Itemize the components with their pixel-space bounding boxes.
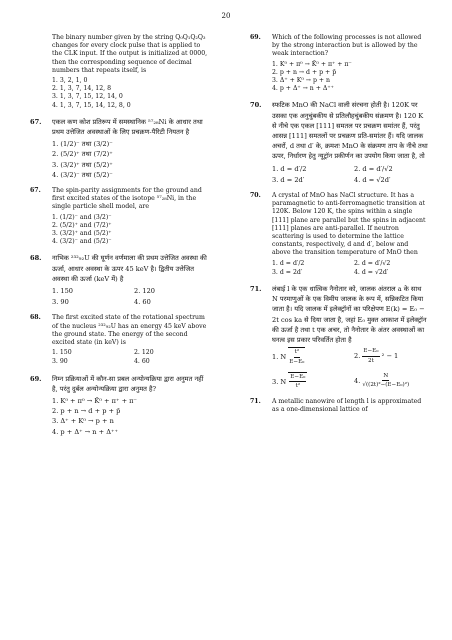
- fraction: [289, 373, 306, 391]
- option-2[interactable]: 2. (5/2)⁺ तथा (7/2)⁺: [52, 150, 113, 159]
- question-intro: [30, 34, 208, 110]
- option-2[interactable]: 2. 120: [134, 286, 155, 295]
- fraction: [289, 348, 304, 366]
- options-list: [52, 286, 208, 307]
- expr-prefix: N: [280, 377, 287, 386]
- question-70-english: [250, 192, 428, 277]
- right-column: [250, 34, 428, 421]
- question-71-english: [250, 398, 428, 414]
- option-4[interactable]: 4. p + Δ⁺ → n + Δ⁺⁺: [52, 427, 118, 436]
- option-4[interactable]: 4. 1, 3, 7, 15, 14, 12, 8, 0: [52, 101, 131, 109]
- option-4[interactable]: 4. d = √2d′: [354, 268, 389, 276]
- question-text: A metallic nanowire of length l is approximated as a one-dimensional lattice of: [272, 397, 422, 414]
- options-list: [272, 61, 428, 94]
- question-number: 69.: [250, 34, 261, 41]
- option-3[interactable]: 3. 1, 3, 7, 15, 12, 14, 0: [52, 93, 123, 101]
- option-3[interactable]: 3. d = 2d′: [272, 175, 305, 184]
- option-2[interactable]: [354, 347, 428, 366]
- question-text: A crystal of MnO has NaCl structure. It has a paramagnetic to anti-ferromagnetic transition at 120K. Below 120 K, the spins within a single [111] plane are parallel but the spins in adjacent [111] planes are anti-parallel. If neutron scattering is used to determine the lattice constants, respectively, d and d′, below and above the transition temperature of MnO then: [272, 192, 426, 257]
- option-1[interactable]: 1. (1/2)⁻ तथा (3/2)⁻: [52, 140, 113, 149]
- option-3[interactable]: [272, 372, 346, 391]
- option-4[interactable]: [354, 372, 428, 391]
- question-number: 68.: [30, 254, 42, 263]
- option-1[interactable]: 1. (1/2)⁻ and (3/2)⁻: [52, 213, 112, 221]
- question-number: 68.: [30, 314, 41, 322]
- option-2[interactable]: 2. p + n → d + p + p̄: [52, 407, 121, 416]
- options-list: [272, 164, 428, 185]
- question-70-hindi: [250, 100, 428, 185]
- question-67-english: [30, 187, 208, 246]
- option-2[interactable]: 2. (5/2)⁺ and (7/2)⁺: [52, 221, 112, 229]
- sqrt-expression: [288, 372, 307, 391]
- option-1[interactable]: [272, 347, 346, 366]
- question-text: The first excited state of the rotational spectrum of the nucleus ²³²₉₂U has an energy 45 keV above the ground state. The energy of the second excited state (in keV) is: [52, 314, 207, 346]
- question-text: लंबाई l के एक धात्विक नैनोतार को, जालक अंतराल a के साथ N परमाणुओं के एक विमीय जालक के रूप में, सन्निकटित किया जाता है। यदि जालक में इलेक्ट्रॉनों का परिक्षेपण E(k) = E₀ − 2t cos ka से दिया जाता है, जहां E₀ मुक्त आकाश में इलेक्ट्रॉन की ऊर्जा है तथा t एक अचर, तो नैनोतार के अंतर अवस्थाओं का घनत्व इस प्रकार परिवर्तित होता है: [272, 284, 427, 345]
- option-1[interactable]: 1. 150: [52, 286, 73, 295]
- option-3[interactable]: 3. d = 2d′: [272, 268, 303, 276]
- option-1[interactable]: 1. K⁰ + π⁰ → K̄⁰ + π⁺ + π⁻: [272, 60, 352, 68]
- option-1[interactable]: 1. d = d′/2: [272, 259, 305, 267]
- option-4[interactable]: 4. d = √2d′: [354, 175, 391, 184]
- denominator: E−E₀: [289, 358, 305, 365]
- options-list: [272, 347, 428, 391]
- option-1[interactable]: 1. d = d′/2: [272, 164, 307, 173]
- question-number: 71.: [250, 284, 262, 293]
- left-column: [30, 34, 208, 444]
- question-number: 67.: [30, 187, 41, 194]
- option-3[interactable]: 3. (3/2)⁺ and (5/2)⁺: [52, 229, 112, 237]
- numerator: E−E₀: [362, 347, 379, 357]
- option-3[interactable]: 3. Δ⁺ + K⁰ → p + n: [52, 417, 114, 426]
- option-4[interactable]: 4. (3/2)⁻ and (5/2)⁻: [52, 238, 112, 246]
- option-2[interactable]: 2. p + n → d + p + p̄: [272, 68, 337, 76]
- question-number: 70.: [250, 192, 261, 200]
- sqrt-expression: [288, 347, 305, 366]
- question-71-hindi: [250, 284, 428, 391]
- question-text: निम्न प्रक्रियाओं में कौन-सा प्रबल अन्योन्यक्रिया द्वारा अनुमत नहीं है, परंतु दुर्बल अन्योन्यक्रिया द्वारा अनुमत है?: [52, 374, 204, 393]
- expr-prefix: N: [280, 353, 287, 362]
- expr-suffix: ² − 1: [381, 352, 399, 361]
- question-text: The binary number given by the string Q₀Q₁Q₂Q₃ changes for every clock pulse that is applied to the CLK input. If the output is initialized at 0000, then the corresponding sequence of decimal numbers that repeats itself, is: [52, 34, 208, 74]
- question-69-english: [250, 34, 428, 93]
- denominator: t²: [295, 383, 301, 390]
- option-2[interactable]: 2. 1, 3, 7, 14, 12, 8: [52, 85, 112, 93]
- options-list: [52, 396, 208, 437]
- option-3[interactable]: 3. 90: [52, 358, 68, 366]
- option-3[interactable]: 3. (3/2)⁺ तथा (5/2)⁺: [52, 160, 113, 169]
- denominator: √((2t)²−(E−E₀)²): [362, 382, 410, 389]
- option-1[interactable]: 1. 150: [52, 349, 72, 357]
- question-number: 71.: [250, 397, 261, 405]
- option-label: 3.: [272, 377, 279, 386]
- question-68-hindi: [30, 253, 208, 307]
- options-list: [52, 139, 208, 180]
- option-label: 4.: [354, 376, 361, 385]
- option-label: 1.: [272, 353, 279, 362]
- fraction: [362, 347, 379, 365]
- option-4[interactable]: 4. (3/2)⁻ तथा (5/2)⁻: [52, 170, 113, 179]
- option-2[interactable]: 2. d = d′/√2: [354, 164, 393, 173]
- option-4[interactable]: 4. 60: [134, 358, 150, 366]
- option-4[interactable]: 4. 60: [134, 298, 151, 307]
- question-69-hindi: [30, 374, 208, 437]
- numerator: N: [382, 372, 389, 382]
- options-list: [272, 260, 428, 277]
- question-text: The spin-parity assignments for the ground and first excited states of the isotope ⁵⁷₂₈Ni, in the single particle shell model, are: [52, 187, 202, 211]
- option-1[interactable]: 1. K⁰ + π⁰ → K̄⁰ + π⁺ + π⁻: [52, 396, 137, 405]
- question-67-hindi: [30, 117, 208, 180]
- options-list: [52, 214, 208, 247]
- numerator: E−E₀: [289, 373, 306, 383]
- page-number: 20: [221, 12, 231, 20]
- question-68-english: [30, 314, 208, 366]
- option-3[interactable]: 3. 90: [52, 298, 69, 307]
- question-number: 67.: [30, 117, 42, 126]
- options-list: [52, 349, 208, 366]
- question-text: एकल कण कोश प्रतिरूप में समस्थानिक ⁵⁷₂₈Ni के आधार तथा प्रथम उत्तेजित अवस्थाओं के लिए प्रचक्रण-पैरिटी नियतन है: [52, 117, 203, 136]
- option-3[interactable]: 3. Δ⁺ + K⁰ → p + n: [272, 76, 331, 84]
- option-2[interactable]: 2. 120: [134, 349, 154, 357]
- question-text: स्फटिक MnO की NaCl वाली संरचना होती है। 120K पर उसका एक अनुचुंबकीय से प्रतिलौहचुंबकीय संक्रमण है। 120 K से नीचे एक एकल [111] समतल पर प्रचक्रण समांतर हैं, परंतु आसन्न [111] समतलों पर प्रचक्रण प्रति-समांतर हैं। यदि जालक अचरों, d तथा d′ के, क्रमशः MnO के संक्रमण ताप के नीचे तथा ऊपर, निर्धारण हेतु न्यूट्रॉन प्रकीर्णन का उपयोग किया जाता है, तो: [272, 101, 428, 161]
- options-list: [52, 77, 208, 110]
- fraction: [362, 372, 409, 390]
- denominator: 2t: [368, 357, 374, 364]
- option-2[interactable]: 2. d = d′/√2: [354, 259, 391, 267]
- option-1[interactable]: 1. 3, 2, 1, 0: [52, 76, 88, 84]
- numerator: t²: [294, 348, 301, 358]
- question-number: 69.: [30, 374, 42, 383]
- option-4[interactable]: 4. p + Δ⁺ → n + Δ⁺⁺: [272, 85, 334, 93]
- question-text: Which of the following processes is not allowed by the strong interaction but is allowed by the weak interaction?: [272, 34, 422, 58]
- question-text: नाभिक ²³²₉₂U की घूर्णन वर्णमाला की प्रथम उत्तेजित अवस्था की ऊर्जा, आधार अवस्था के ऊपर 45 keV है। द्वितीय उत्तेजित अवस्था की ऊर्जा (keV में) है: [52, 254, 207, 283]
- question-number: 70.: [250, 101, 262, 110]
- option-label: 2.: [354, 352, 361, 361]
